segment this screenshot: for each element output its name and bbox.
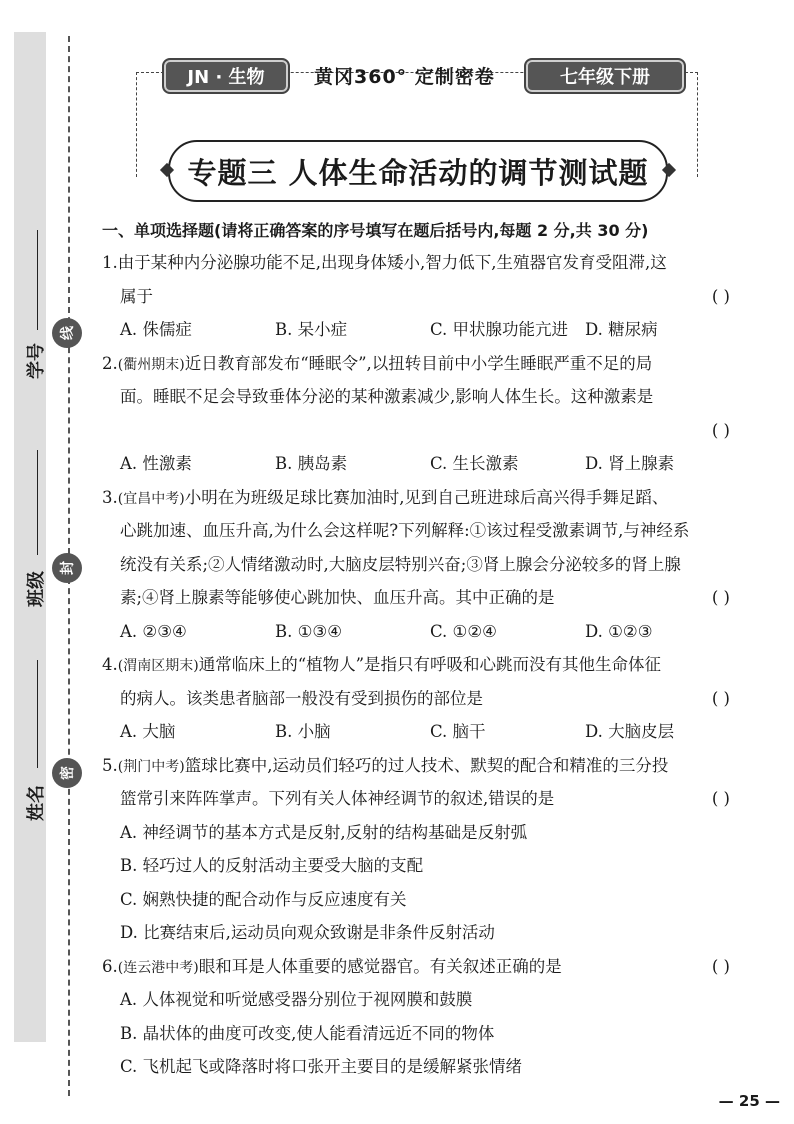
option-d: D. 糖尿病 (585, 320, 658, 339)
question-line (102, 414, 742, 448)
option-a: A. ②③④ (120, 621, 187, 641)
question-text: 心跳加速、血压升高,为什么会这样呢?下列解释:①该过程受激素调节,与神经系 (120, 521, 690, 540)
option-d: D. 肾上腺素 (585, 454, 675, 473)
option-d: D. ①②③ (585, 621, 653, 641)
question-line (102, 514, 742, 548)
question-line (102, 682, 742, 716)
seal-seal-mark: 封 (52, 553, 82, 583)
options-row (102, 715, 742, 749)
class-line (37, 450, 38, 555)
question-line (102, 280, 742, 314)
question-text: 由于某种内分泌腺功能不足,出现身体矮小,智力低下,生殖器官发育受阻滞,这 (117, 253, 667, 272)
question-2 (102, 347, 742, 481)
option-a: A. 大脑 (120, 722, 176, 741)
question-source: (衢州期末) (117, 356, 185, 373)
question-line (102, 648, 742, 682)
question-text: 面。睡眠不足会导致垂体分泌的某种激素减少,影响人体生长。这种激素是 (120, 387, 654, 406)
question-source: (渭南区期末) (117, 658, 199, 674)
option-c: C. 娴熟快捷的配合动作与反应速度有关 (120, 889, 407, 909)
option-d: D. 比赛结束后,运动员向观众致谢是非条件反射活动 (120, 923, 495, 942)
question-source: (宜昌中考) (117, 490, 185, 507)
question-number: 4. (102, 655, 118, 674)
question-number: 5. (102, 755, 118, 775)
options-row (102, 447, 742, 481)
question-text: 通常临床上的“植物人”是指只有呼吸和心跳而没有其他生命体征 (198, 655, 662, 674)
answer-parentheses[interactable]: ( ) (711, 688, 730, 708)
option-b: B. 胰岛素 (275, 454, 348, 473)
title-banner (168, 140, 668, 202)
name-field[interactable] (14, 660, 46, 860)
option-c: C. 生长激素 (430, 454, 519, 473)
student-number-label: 学号 (26, 343, 47, 379)
option-b: B. 轻巧过人的反射活动主要受大脑的支配 (120, 856, 424, 875)
subject-badge: JN · 生物 (162, 58, 290, 94)
page-number: — 25 — (718, 1092, 780, 1110)
question-text: 属于 (120, 286, 153, 306)
question-6 (102, 950, 742, 1084)
question-number: 2. (102, 353, 118, 373)
question-text: 的病人。该类患者脑部一般没有受到损伤的部位是 (120, 688, 483, 708)
answer-parentheses[interactable]: ( ) (711, 956, 730, 976)
question-line (102, 749, 742, 783)
seal-secret-mark: 密 (52, 758, 82, 788)
brand-text: 黄冈360° 定制密卷 (314, 66, 495, 88)
option-c: C. ①②④ (430, 621, 497, 641)
question-line (102, 481, 742, 515)
question-line (102, 246, 742, 280)
question-text: 篮球比赛中,运动员们轻巧的过人技术、默契的配合和精准的三分投 (184, 755, 669, 775)
section-heading: 一、单项选择题(请将正确答案的序号填写在题后括号内,每题 2 分,共 30 分) (102, 221, 649, 240)
option-b: B. 晶状体的曲度可改变,使人能看清远近不同的物体 (120, 1023, 495, 1043)
option-a: A. 神经调节的基本方式是反射,反射的结构基础是反射弧 (120, 822, 528, 842)
page-title: 专题三 人体生命活动的调节测试题 (187, 155, 649, 190)
question-5 (102, 749, 742, 950)
option-c: C. 飞机起飞或降落时将口张开主要目的是缓解紧张情绪 (120, 1057, 523, 1076)
seal-line-mark: 线 (52, 318, 82, 348)
question-text: 素;④肾上腺素等能够使心跳加快、血压升高。其中正确的是 (120, 588, 555, 607)
answer-parentheses[interactable]: ( ) (711, 789, 730, 808)
student-number-field[interactable] (14, 230, 46, 430)
name-line (37, 660, 38, 768)
answer-parentheses[interactable]: ( ) (711, 286, 730, 306)
option-c: C. 甲状腺功能亢进 (430, 320, 569, 339)
question-number: 3. (102, 487, 118, 507)
question-number: 1. (102, 253, 118, 272)
question-number: 6. (102, 956, 118, 976)
option-b: B. 小脑 (275, 722, 331, 741)
options-row (102, 313, 742, 347)
question-4 (102, 648, 742, 749)
option-b: B. ①③④ (275, 621, 342, 641)
question-source: (荆门中考) (117, 758, 185, 775)
option-c: C. 脑干 (430, 722, 486, 741)
question-line (102, 380, 742, 414)
class-field[interactable] (14, 450, 46, 650)
question-text: 小明在为班级足球比赛加油时,见到自己班进球后高兴得手舞足蹈、 (184, 487, 669, 507)
question-content (102, 216, 742, 1084)
option-d: D. 大脑皮层 (585, 722, 675, 741)
name-label: 姓名 (26, 785, 47, 821)
answer-parentheses[interactable]: ( ) (711, 588, 730, 607)
option-b: B. 呆小症 (275, 320, 348, 339)
question-line (102, 950, 742, 984)
answer-parentheses[interactable]: ( ) (711, 420, 730, 440)
grade-badge: 七年级下册 (524, 58, 686, 94)
question-3 (102, 481, 742, 649)
question-line (102, 548, 742, 582)
option-a: A. 人体视觉和听觉感受器分别位于视网膜和鼓膜 (120, 990, 473, 1009)
question-text: 统没有关系;②人情绪激动时,大脑皮层特别兴奋;③肾上腺会分泌较多的肾上腺 (120, 554, 681, 574)
option-a: A. 侏儒症 (120, 320, 192, 339)
question-line (102, 581, 742, 615)
question-text: 篮常引来阵阵掌声。下列有关人体神经调节的叙述,错误的是 (120, 789, 555, 808)
options-row (102, 615, 742, 649)
question-text: 近日教育部发布“睡眠令”,以扭转目前中小学生睡眠严重不足的局 (184, 353, 653, 373)
student-number-line (37, 230, 38, 330)
question-source: (连云港中考) (117, 959, 199, 976)
question-text: 眼和耳是人体重要的感觉器官。有关叙述正确的是 (198, 956, 562, 976)
question-1 (102, 246, 742, 347)
question-line (102, 347, 742, 381)
class-label: 班级 (26, 571, 47, 607)
question-line (102, 782, 742, 816)
option-a: A. 性激素 (120, 454, 192, 473)
